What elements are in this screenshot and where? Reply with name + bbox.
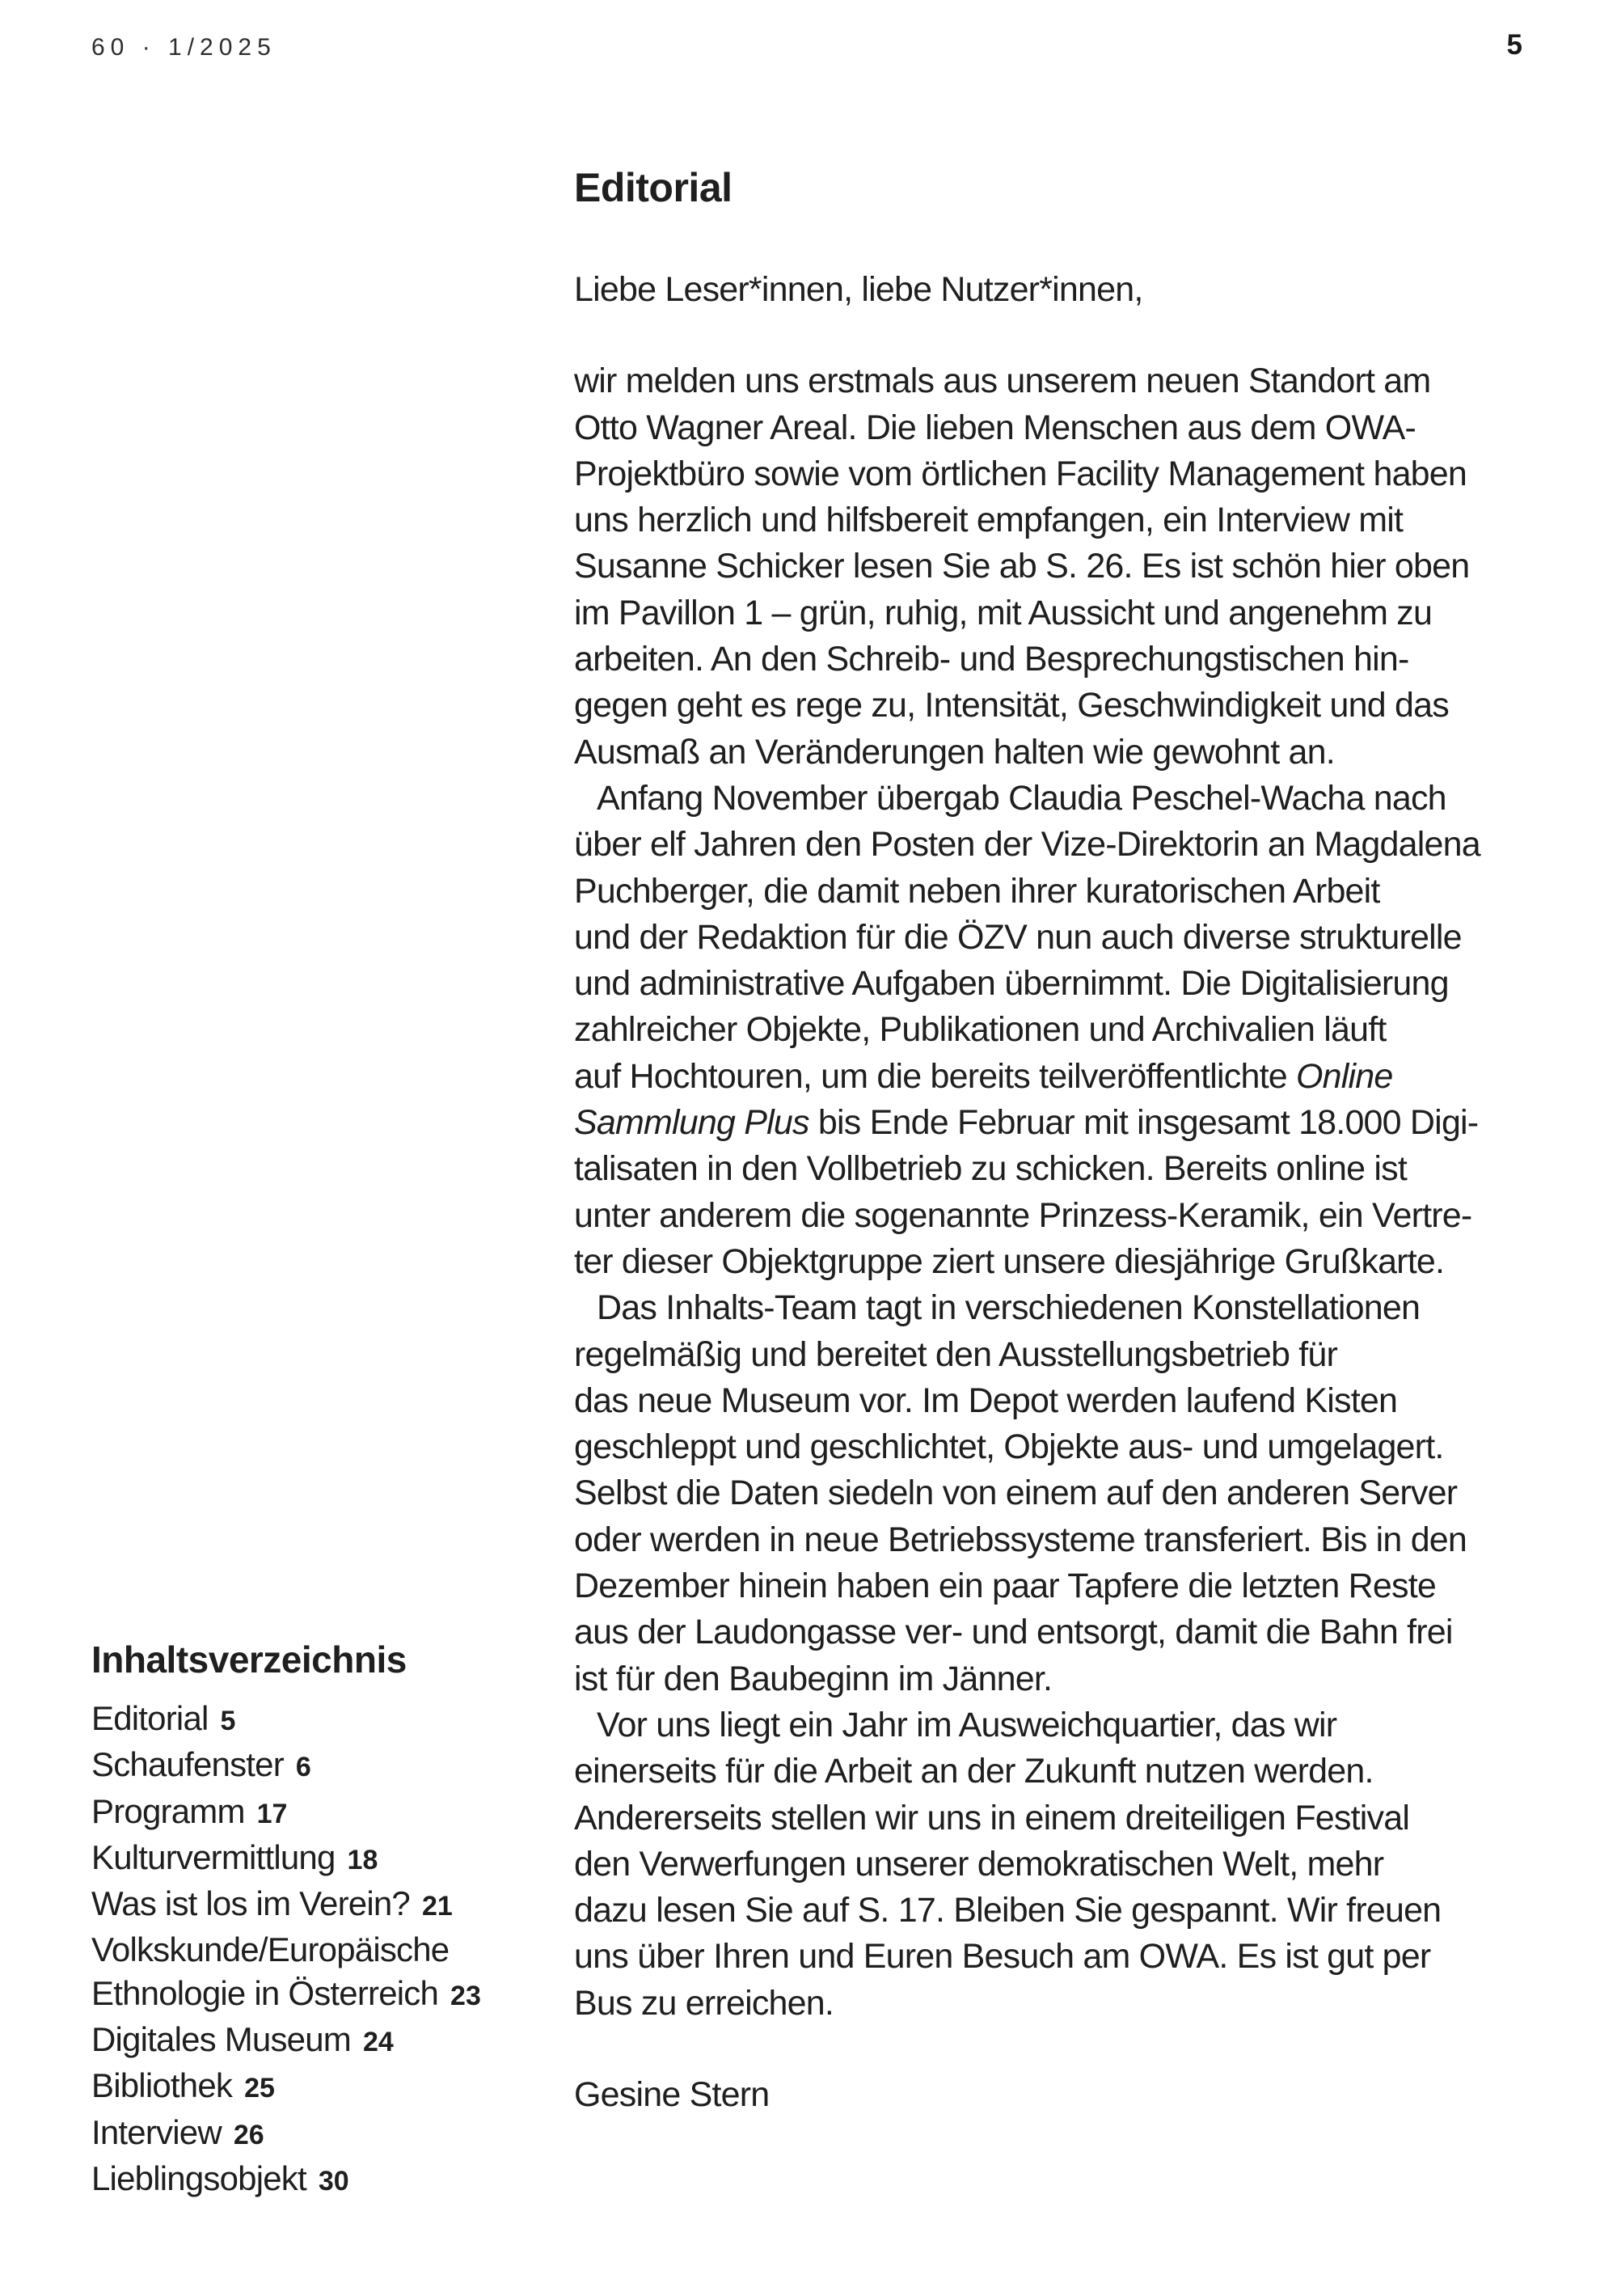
toc-item-label: Kulturvermittlung 18 — [91, 1837, 378, 1876]
toc-item-label: Was ist los im Verein? 21 — [91, 1884, 453, 1923]
toc-page-number: 5 — [220, 1706, 236, 1736]
body-line: oder werden in neue Betriebssysteme transferiert. Bis in den — [574, 1520, 1467, 1559]
issue-number: 60 · 1/2025 — [91, 34, 277, 61]
toc-page-number: 21 — [421, 1891, 453, 1922]
body-line: Selbst die Daten siedeln von einem auf den anderen Server — [574, 1474, 1458, 1513]
body-line: auf Hochtouren, um die bereits teilveröffentlichte Online — [574, 1056, 1393, 1096]
body-line: Andererseits stellen wir uns in einem dreiteiligen Festival — [574, 1798, 1410, 1837]
article-body — [574, 358, 1544, 2027]
body-line: Dezember hinein haben ein paar Tapfere die letzten Reste — [574, 1567, 1436, 1606]
body-line: Projektbüro sowie vom örtlichen Facility Management haben — [574, 454, 1467, 493]
body-line: das neue Museum vor. Im Depot werden laufend Kisten — [574, 1381, 1398, 1420]
body-line: Sammlung Plus bis Ende Februar mit insgesamt 18.000 Digi- — [574, 1103, 1479, 1143]
toc-item-label: Interview 26 — [91, 2112, 264, 2151]
toc-page-number: 17 — [256, 1798, 288, 1829]
article-title: Editorial — [574, 165, 733, 210]
body-line: dazu lesen Sie auf S. 17. Bleiben Sie gespannt. Wir freuen — [574, 1891, 1442, 1930]
signature: Gesine Stern — [574, 2074, 770, 2114]
body-line: uns herzlich und hilfsbereit empfangen, ein Interview mit — [574, 501, 1404, 540]
toc-page-number: 26 — [233, 2119, 264, 2150]
body-line: Puchberger, die damit neben ihrer kuratorischen Arbeit — [574, 871, 1380, 911]
toc-item-label: Digitales Museum 24 — [91, 2020, 394, 2059]
toc-page-number: 25 — [244, 2073, 275, 2104]
body-line: gegen geht es rege zu, Intensität, Geschwindigkeit und das — [574, 686, 1449, 725]
toc-item — [91, 2018, 560, 2064]
italic-text: Online — [1295, 1056, 1393, 1096]
body-line: unter anderem die sogenannte Prinzess-Keramik, ein Vertre- — [574, 1195, 1472, 1235]
toc-list — [91, 1697, 560, 2203]
toc-item — [91, 2157, 560, 2203]
body-line: regelmäßig und bereitet den Ausstellungsbetrieb für — [574, 1334, 1338, 1374]
toc-item-label: Ethnologie in Österreich 23 — [91, 1973, 481, 2012]
body-line: Anfang November übergab Claudia Peschel-Wacha nach — [597, 778, 1446, 818]
toc-item-label: Programm 17 — [91, 1791, 288, 1830]
body-line: ter dieser Objektgruppe ziert unsere diesjährige Grußkarte. — [574, 1241, 1445, 1281]
body-line: aus der Laudongasse ver- und entsorgt, damit die Bahn frei — [574, 1613, 1453, 1652]
toc-item-label: Lieblingsobjekt 30 — [91, 2159, 349, 2197]
body-line: über elf Jahren den Posten der Vize-Direktorin an Magdalena — [574, 825, 1480, 865]
toc-item — [91, 1743, 560, 1789]
toc-page-number: 30 — [318, 2165, 349, 2197]
body-line: einerseits für die Arbeit an der Zukunft nutzen werden. — [574, 1752, 1374, 1791]
body-line: im Pavillon 1 – grün, ruhig, mit Aussicht und angenehm zu — [574, 593, 1433, 632]
toc-item-label: Bibliothek 25 — [91, 2066, 275, 2105]
body-line: den Verwerfungen unserer demokratischen Welt, mehr — [574, 1844, 1384, 1884]
toc-title: Inhaltsverzeichnis — [91, 1638, 407, 1681]
toc-page-number: 6 — [295, 1752, 311, 1783]
body-line: wir melden uns erstmals aus unserem neuen Standort am — [574, 362, 1431, 401]
editorial-article — [574, 166, 1544, 2118]
table-of-contents — [91, 1638, 560, 2203]
toc-item — [91, 1882, 560, 1928]
toc-item-label: Editorial 5 — [91, 1699, 236, 1737]
toc-item — [91, 1836, 560, 1882]
body-line: Ausmaß an Veränderungen halten wie gewohnt an. — [574, 732, 1335, 772]
toc-item-label: Schaufenster 6 — [91, 1745, 311, 1784]
toc-item — [91, 2111, 560, 2157]
italic-text: Sammlung Plus — [574, 1103, 809, 1143]
toc-page-number: 18 — [347, 1844, 378, 1875]
body-line: arbeiten. An den Schreib- und Besprechungstischen hin- — [574, 640, 1409, 679]
toc-item — [91, 1928, 560, 2018]
toc-item — [91, 2064, 560, 2110]
body-line: geschleppt und geschlichtet, Objekte aus- und umgelagert. — [574, 1427, 1444, 1467]
body-line: Das Inhalts-Team tagt in verschiedenen Konstellationen — [597, 1288, 1421, 1328]
salutation: Liebe Leser*innen, liebe Nutzer*innen, — [574, 270, 1143, 309]
body-line: uns über Ihren und Euren Besuch am OWA. Es ist gut per — [574, 1937, 1431, 1977]
toc-item — [91, 1697, 560, 1743]
body-line: Vor uns liegt ein Jahr im Ausweichquartier, das wir — [597, 1705, 1337, 1744]
body-line: Otto Wagner Areal. Die lieben Menschen aus dem OWA- — [574, 408, 1416, 447]
toc-item-label: Volkskunde/Europäische — [91, 1930, 450, 1969]
page-number: 5 — [1506, 29, 1522, 61]
body-line: Bus zu erreichen. — [574, 1983, 834, 2023]
body-line: zahlreicher Objekte, Publikationen und Archivalien läuft — [574, 1010, 1387, 1050]
body-line: ist für den Baubeginn im Jänner. — [574, 1659, 1053, 1698]
body-line: talisaten in den Vollbetrieb zu schicken. Bereits online ist — [574, 1149, 1408, 1189]
toc-item — [91, 1790, 560, 1836]
body-line: und administrative Aufgaben übernimmt. Die Digitalisierung — [574, 964, 1449, 1004]
body-line: Susanne Schicker lesen Sie ab S. 26. Es ist schön hier oben — [574, 547, 1470, 586]
toc-page-number: 24 — [363, 2027, 394, 2058]
body-line: und der Redaktion für die ÖZV nun auch diverse strukturelle — [574, 917, 1462, 957]
toc-page-number: 23 — [450, 1980, 481, 2011]
